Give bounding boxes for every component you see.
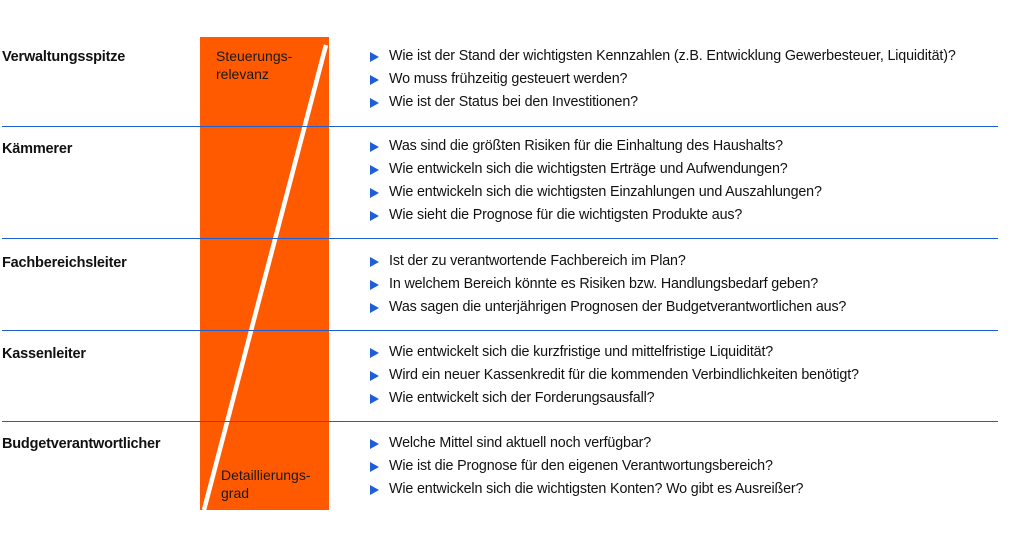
question-text: Wie entwickeln sich die wichtigsten Einzahlungen und Auszahlungen?	[389, 184, 822, 200]
questions-kaemmerer	[370, 135, 822, 227]
diagonal-divider-line	[200, 37, 329, 510]
question-item	[370, 204, 822, 227]
question-text: Wie ist der Status bei den Investitionen?	[389, 94, 638, 110]
triangle-bullet-icon	[370, 257, 379, 267]
section-divider	[2, 126, 998, 127]
question-text: Was sind die größten Risiken für die Einhaltung des Haushalts?	[389, 138, 783, 154]
triangle-bullet-icon	[370, 280, 379, 290]
triangle-bullet-icon	[370, 211, 379, 221]
triangle-bullet-icon	[370, 75, 379, 85]
role-verwaltungsspitze: Verwaltungsspitze	[2, 49, 126, 65]
question-text: Was sagen die unterjährigen Prognosen der Budgetverantwortlichen aus?	[389, 299, 847, 315]
question-text: Wie entwickeln sich die wichtigsten Konten? Wo gibt es Ausreißer?	[389, 481, 804, 497]
triangle-bullet-icon	[370, 52, 379, 62]
question-item	[370, 455, 803, 478]
section-divider	[2, 421, 998, 422]
section-divider	[2, 238, 998, 239]
question-item	[370, 68, 956, 91]
question-item	[370, 387, 859, 410]
orange-relevance-bar	[200, 37, 329, 510]
question-item	[370, 364, 859, 387]
questions-kassenleiter	[370, 341, 859, 410]
questions-fachbereichsleiter	[370, 250, 846, 319]
question-item	[370, 341, 859, 364]
triangle-bullet-icon	[370, 188, 379, 198]
question-text: Wie entwickelt sich die kurzfristige und mittelfristige Liquidität?	[389, 344, 774, 360]
question-text: Wie ist die Prognose für den eigenen Verantwortungsbereich?	[389, 458, 773, 474]
question-item	[370, 250, 846, 273]
triangle-bullet-icon	[370, 394, 379, 404]
question-item	[370, 45, 956, 68]
question-item	[370, 432, 803, 455]
label-detaillierungsgrad-line-2: grad	[221, 485, 250, 501]
question-item	[370, 135, 822, 158]
question-item	[370, 296, 846, 319]
role-kassenleiter: Kassenleiter	[2, 346, 86, 362]
question-item	[370, 91, 956, 114]
label-detaillierungsgrad	[221, 466, 310, 502]
questions-verwaltungsspitze	[370, 45, 956, 114]
triangle-bullet-icon	[370, 439, 379, 449]
question-text: Wie entwickelt sich der Forderungsausfall?	[389, 390, 655, 406]
triangle-bullet-icon	[370, 98, 379, 108]
triangle-bullet-icon	[370, 303, 379, 313]
triangle-bullet-icon	[370, 371, 379, 381]
question-text: Wird ein neuer Kassenkredit für die kommenden Verbindlichkeiten benötigt?	[389, 367, 859, 383]
role-budgetverantwortlicher: Budgetverantwortlicher	[2, 436, 161, 452]
label-steuerungsrelevanz-line-1: Steuerungs-	[216, 48, 293, 64]
triangle-bullet-icon	[370, 485, 379, 495]
question-text: Wie sieht die Prognose für die wichtigsten Produkte aus?	[389, 207, 743, 223]
section-divider	[2, 330, 998, 331]
label-steuerungsrelevanz	[216, 47, 292, 83]
questions-budgetverantwortlicher	[370, 432, 803, 501]
triangle-bullet-icon	[370, 462, 379, 472]
triangle-bullet-icon	[370, 348, 379, 358]
question-text: Ist der zu verantwortende Fachbereich im Plan?	[389, 253, 686, 269]
label-steuerungsrelevanz-line-2: relevanz	[216, 66, 269, 82]
question-text: In welchem Bereich könnte es Risiken bzw. Handlungsbedarf geben?	[389, 276, 819, 292]
triangle-bullet-icon	[370, 165, 379, 175]
question-text: Wo muss frühzeitig gesteuert werden?	[389, 71, 628, 87]
label-detaillierungsgrad-line-1: Detaillierungs-	[221, 467, 311, 483]
question-text: Welche Mittel sind aktuell noch verfügbar?	[389, 435, 652, 451]
triangle-bullet-icon	[370, 142, 379, 152]
question-item	[370, 478, 803, 501]
question-item	[370, 181, 822, 204]
question-text: Wie entwickeln sich die wichtigsten Erträge und Aufwendungen?	[389, 161, 788, 177]
question-item	[370, 273, 846, 296]
role-kaemmerer: Kämmerer	[2, 141, 73, 157]
question-text: Wie ist der Stand der wichtigsten Kennzahlen (z.B. Entwicklung Gewerbesteuer, Liquidität)?	[389, 48, 956, 64]
role-fachbereichsleiter: Fachbereichsleiter	[2, 255, 127, 271]
question-item	[370, 158, 822, 181]
